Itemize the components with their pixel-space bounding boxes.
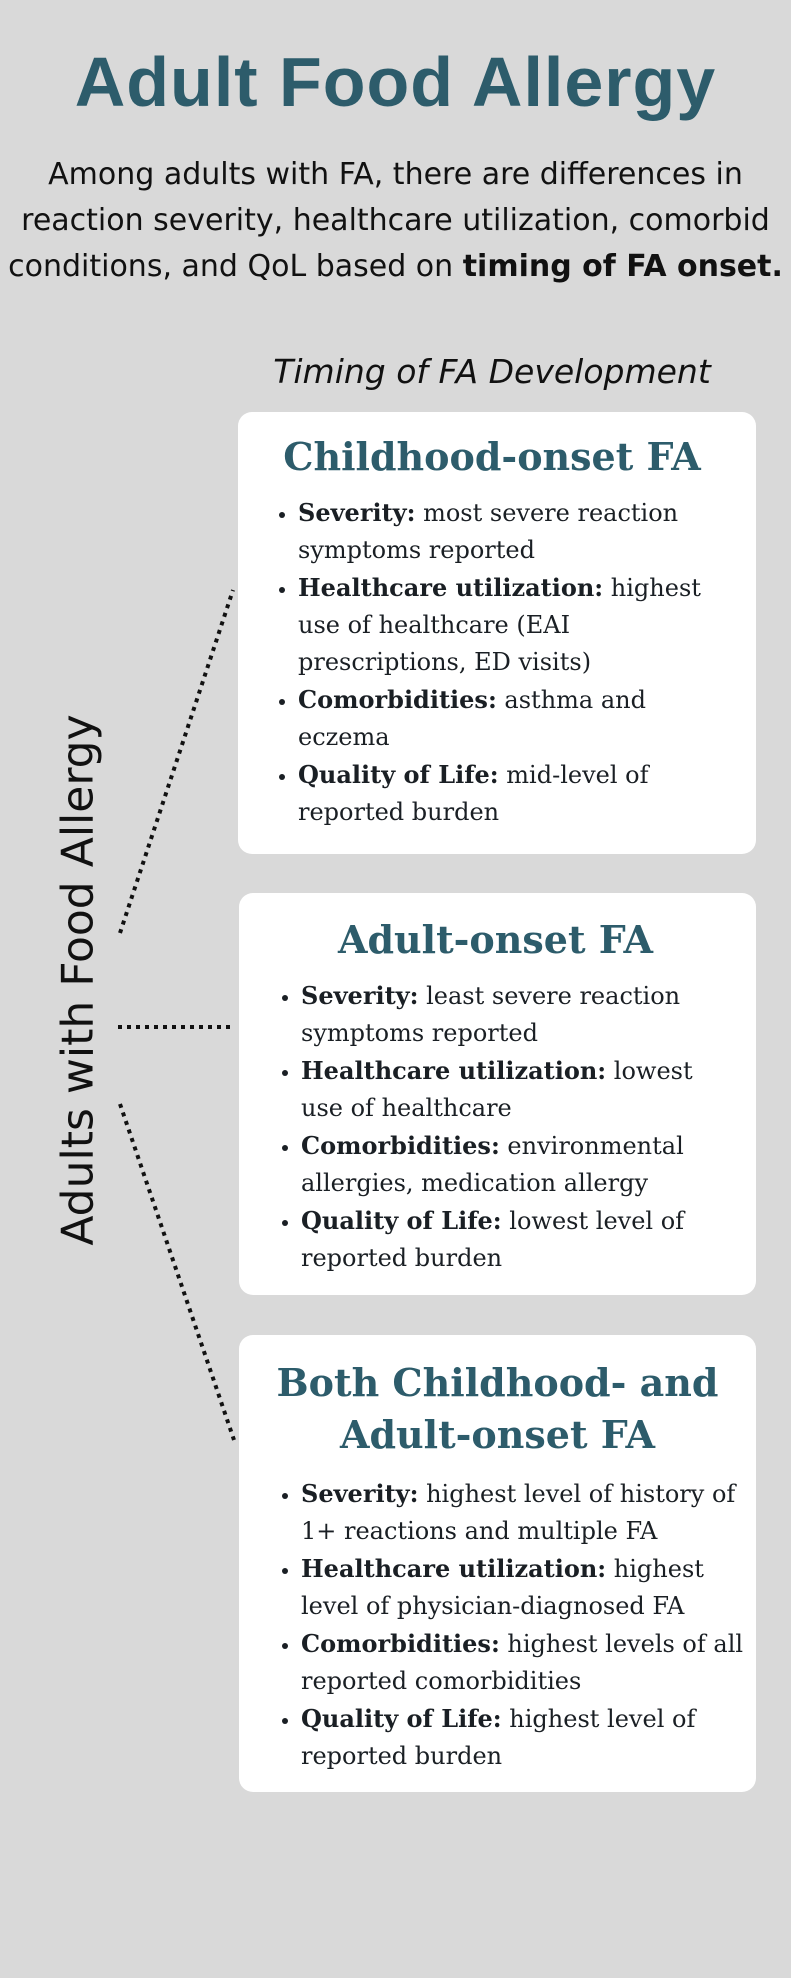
connector-line-both	[120, 1104, 234, 1440]
card-list	[246, 494, 738, 831]
card-both-onset	[239, 1335, 756, 1792]
list-item	[301, 977, 742, 1052]
list-item	[301, 1202, 742, 1277]
item-label: Severity:	[301, 981, 419, 1010]
item-text: lowest level of reported burden	[301, 1207, 685, 1272]
card-adult-onset	[239, 893, 756, 1295]
card-list	[249, 977, 742, 1277]
item-text: least severe reaction symptoms reported	[301, 982, 681, 1047]
list-item	[301, 1625, 746, 1700]
list-item	[301, 1550, 746, 1625]
card-title: Childhood-onset FA	[283, 434, 701, 479]
side-label: Adults with Food Allergy	[52, 714, 104, 1246]
timing-label: Timing of FA Development	[273, 352, 711, 391]
list-item	[301, 1700, 746, 1775]
list-item	[301, 1052, 742, 1127]
item-label: Healthcare utilization:	[301, 1056, 607, 1085]
item-label: Comorbidities:	[301, 1629, 500, 1658]
list-item	[301, 1475, 746, 1550]
item-text: environmental allergies, medication allergy	[301, 1132, 684, 1197]
item-text: highest use of healthcare (EAI prescriptions, ED visits)	[298, 574, 701, 676]
subtitle-text: Among adults with FA, there are differences in reaction severity, healthcare utilization, comorbid conditions, and QoL based on	[8, 157, 770, 284]
item-text: mid-level of reported burden	[298, 761, 649, 826]
list-item	[301, 1127, 742, 1202]
item-text: highest levels of all reported comorbidities	[301, 1630, 744, 1695]
item-label: Comorbidities:	[298, 685, 497, 714]
item-text: asthma and eczema	[298, 686, 646, 751]
list-item	[298, 681, 738, 756]
subtitle-emphasis: timing of FA onset.	[462, 249, 783, 284]
card-list	[249, 1475, 746, 1775]
connector-line-childhood	[120, 590, 233, 933]
card-title: Adult-onset FA	[337, 917, 653, 962]
item-text: highest level of history of 1+ reactions and multiple FA	[301, 1480, 736, 1545]
item-label: Severity:	[298, 498, 416, 527]
item-label: Severity:	[301, 1479, 419, 1508]
item-label: Quality of Life:	[301, 1704, 502, 1733]
item-text: lowest use of healthcare	[301, 1057, 693, 1122]
card-childhood-onset	[238, 412, 756, 854]
item-label: Quality of Life:	[298, 760, 499, 789]
item-label: Healthcare utilization:	[298, 573, 604, 602]
list-item	[298, 494, 738, 569]
page-title: Adult Food Allergy	[74, 43, 717, 121]
item-text: highest level of reported burden	[301, 1705, 696, 1770]
item-text: most severe reaction symptoms reported	[298, 499, 679, 564]
item-text: highest level of physician-diagnosed FA	[301, 1555, 704, 1620]
item-label: Healthcare utilization:	[301, 1554, 607, 1583]
card-title: Both Childhood- and Adult-onset FA	[276, 1360, 719, 1457]
item-label: Comorbidities:	[301, 1131, 500, 1160]
list-item	[298, 756, 738, 831]
item-label: Quality of Life:	[301, 1206, 502, 1235]
list-item	[298, 569, 738, 681]
